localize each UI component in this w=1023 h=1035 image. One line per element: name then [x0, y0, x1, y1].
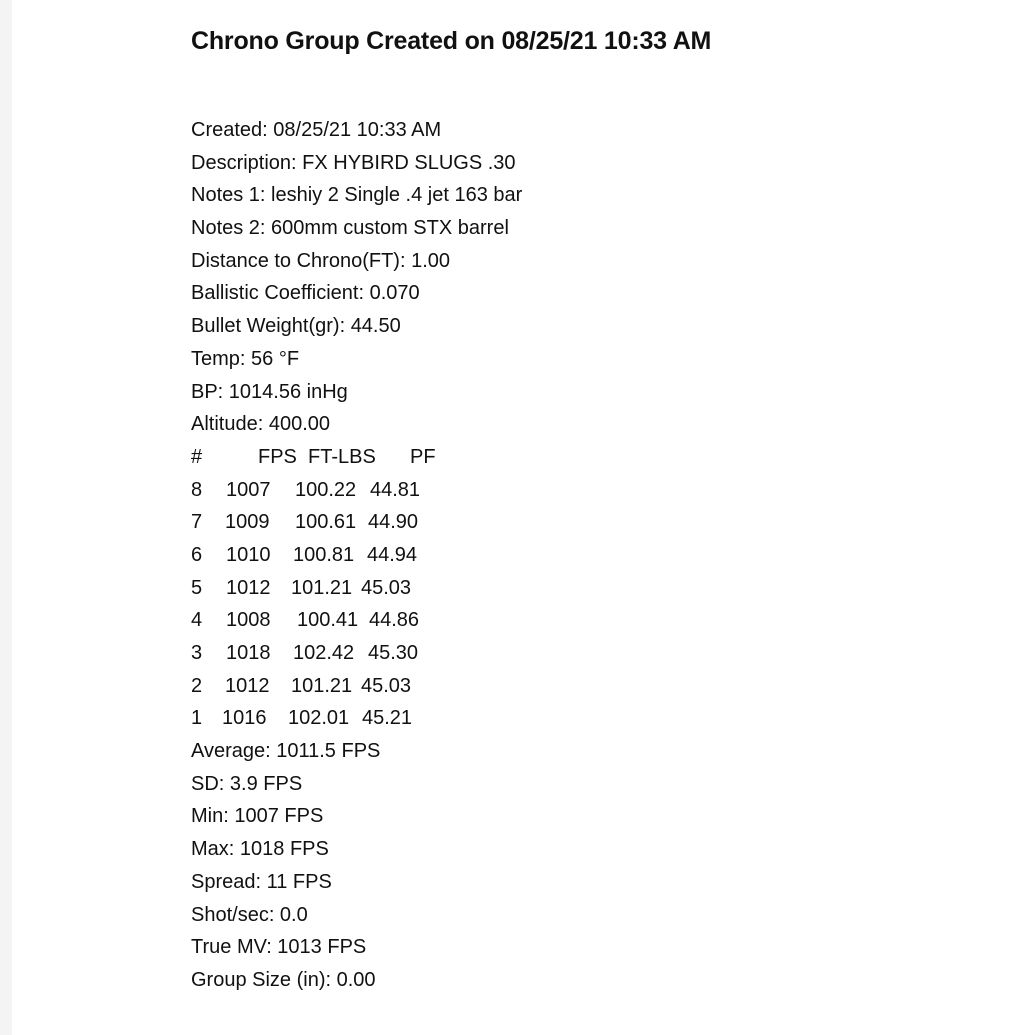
- notes-2-line: Notes 2: 600mm custom STX barrel: [191, 217, 509, 240]
- shot-fps: 1018: [226, 642, 271, 664]
- description-line: Description: FX HYBIRD SLUGS .30: [191, 151, 516, 174]
- bp-line: BP: 1014.56 inHg: [191, 380, 348, 403]
- shot-pf: 44.94: [367, 543, 418, 566]
- shot-number: 2: [191, 674, 203, 697]
- table-row: [191, 604, 522, 637]
- altitude-line: Altitude: 400.00: [191, 413, 330, 436]
- shot-ft-lbs: 102.01: [288, 707, 350, 730]
- header-number: #: [191, 445, 203, 468]
- table-row: [191, 702, 522, 735]
- shot-ft-lbs: 102.42: [293, 642, 355, 664]
- max-line: Max: 1018 FPS: [191, 838, 329, 861]
- min-line: Min: 1007 FPS: [191, 805, 324, 828]
- shot-number: 8: [191, 478, 203, 501]
- left-edge-margin: [0, 0, 12, 1035]
- page-title: Chrono Group Created on 08/25/21 10:33 AM: [191, 27, 712, 55]
- notes-1-line: Notes 1: leshiy 2 Single .4 jet 163 bar: [191, 184, 523, 207]
- shot-ft-lbs: 100.61: [295, 511, 357, 534]
- shot-fps: 1009: [225, 511, 270, 534]
- shot-fps: 1008: [226, 609, 271, 632]
- shot-fps: 1007: [226, 478, 271, 501]
- shot-pf: 45.30: [368, 642, 419, 664]
- shot-ft-lbs: 100.81: [293, 543, 355, 566]
- shot-ft-lbs: 100.41: [297, 609, 359, 632]
- spread-line: Spread: 11 FPS: [191, 870, 332, 893]
- shot-pf: 45.03: [361, 674, 412, 697]
- temp-line: Temp: 56 °F: [191, 347, 300, 370]
- shot-number: 4: [191, 609, 203, 632]
- shot-fps: 1012: [225, 674, 270, 697]
- shot-number: 6: [191, 543, 203, 566]
- ballistic-coefficient-line: Ballistic Coefficient: 0.070: [191, 282, 420, 305]
- shot-per-sec-line: Shot/sec: 0.0: [191, 903, 308, 926]
- header-pf: PF: [410, 445, 436, 468]
- shot-fps: 1010: [226, 543, 271, 566]
- table-row: [191, 506, 522, 539]
- table-row: [191, 572, 522, 605]
- header-ft-lbs: FT-LBS: [308, 445, 376, 468]
- shot-ft-lbs: 101.21: [291, 576, 353, 599]
- sd-line: SD: 3.9 FPS: [191, 772, 303, 795]
- table-row: [191, 539, 522, 572]
- shot-fps: 1012: [226, 576, 271, 599]
- true-mv-line: True MV: 1013 FPS: [191, 936, 367, 959]
- shot-ft-lbs: 101.21: [291, 674, 353, 697]
- distance-line: Distance to Chrono(FT): 1.00: [191, 249, 450, 272]
- shot-table-header: [191, 441, 522, 474]
- shot-pf: 44.90: [368, 511, 419, 534]
- shot-fps: 1016: [222, 707, 267, 730]
- header-fps: FPS: [258, 445, 297, 468]
- shot-number: 7: [191, 511, 203, 534]
- shot-pf: 45.21: [362, 707, 413, 730]
- table-row: [191, 670, 522, 703]
- group-size-line: Group Size (in): 0.00: [191, 968, 376, 991]
- shot-number: 1: [191, 707, 203, 730]
- created-line: Created: 08/25/21 10:33 AM: [191, 119, 442, 141]
- shot-ft-lbs: 100.22: [295, 478, 357, 501]
- shot-pf: 45.03: [361, 576, 412, 599]
- table-row: [191, 637, 522, 670]
- shot-pf: 44.81: [370, 478, 421, 501]
- report-body: [191, 114, 522, 997]
- shot-pf: 44.86: [369, 609, 420, 632]
- shot-number: 5: [191, 576, 203, 599]
- average-line: Average: 1011.5 FPS: [191, 740, 381, 763]
- shot-number: 3: [191, 642, 203, 664]
- bullet-weight-line: Bullet Weight(gr): 44.50: [191, 315, 401, 338]
- document-page: [12, 0, 1023, 1035]
- table-row: [191, 474, 522, 507]
